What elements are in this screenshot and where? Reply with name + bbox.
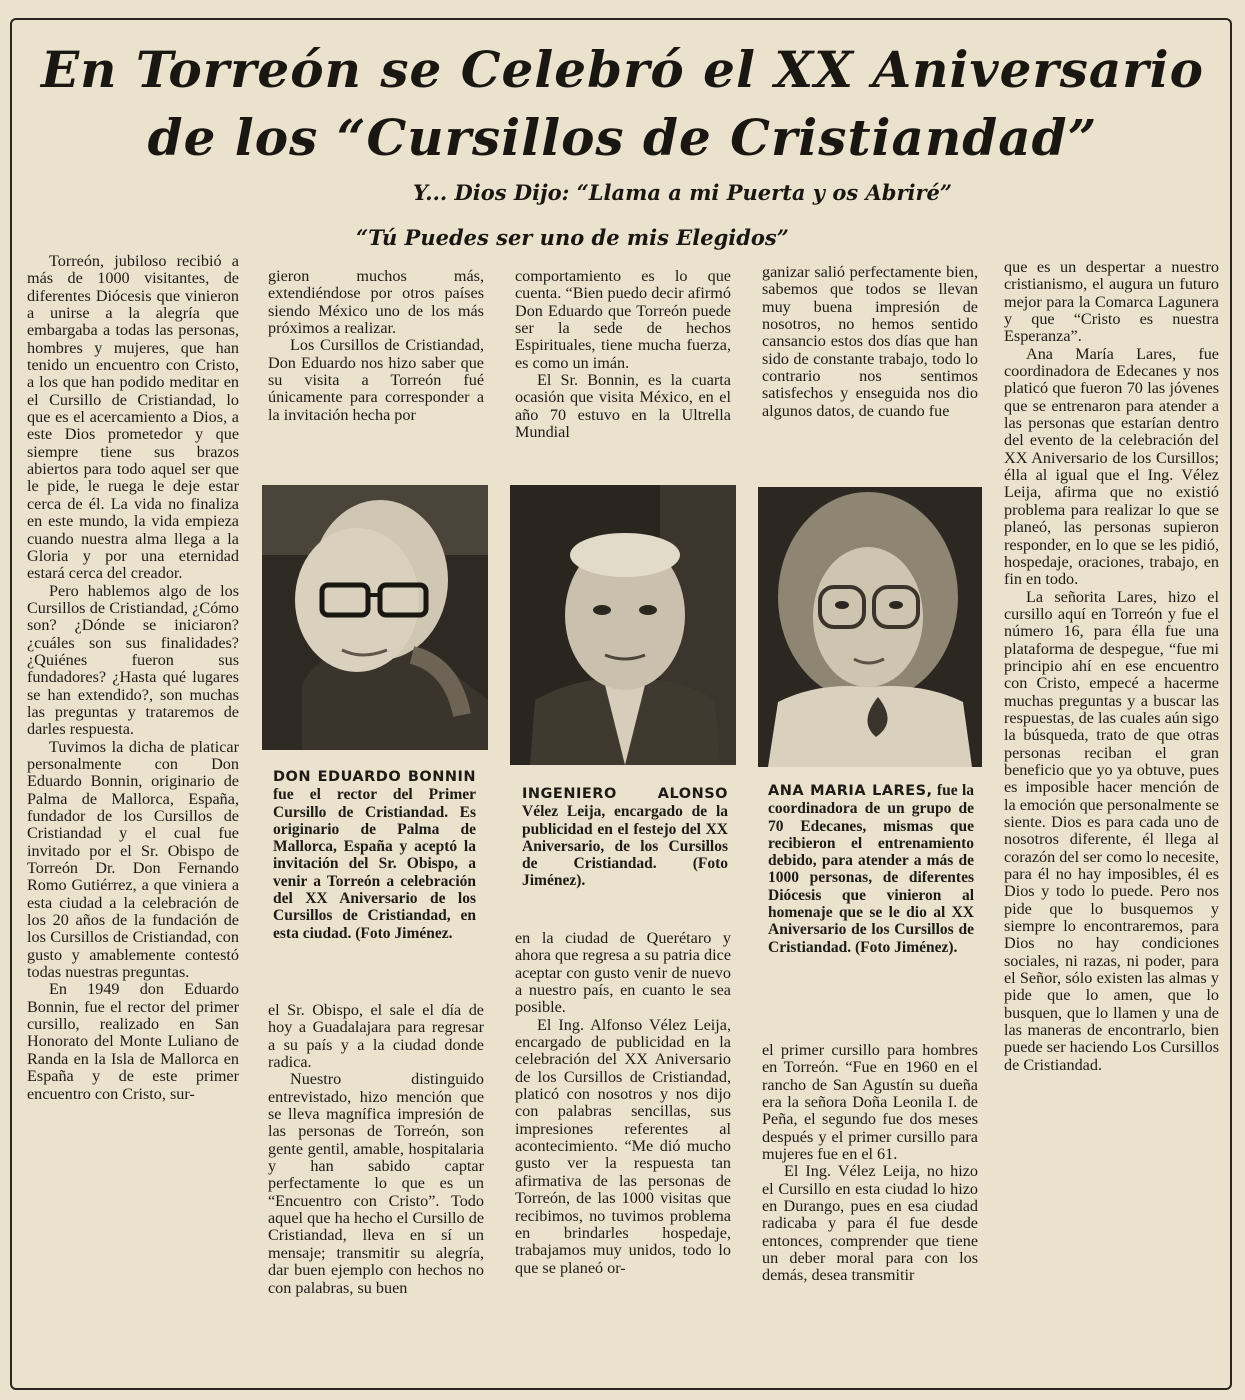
column-4-top [762,264,978,420]
headline-line-2: de los “Cursillos de Cristiandad” [147,108,1098,167]
column-3-bottom [515,930,731,1277]
paragraph: Tuvimos la dicha de platicar personalmente con Don Eduardo Bonnin, originario de Palma de Mallorca, España, fundador de los Cursillos de Cristiandad y el cual fue invitado por el Sr. Obispo de Torreón Dr. Don Fernando Romo Gutiérrez, a que viniera a esta ciudad a la celebración de los 20 años de la fundación de los Cursillos de Cristiandad, con gusto y amablemente contestó todas nuestras preguntas. [27,737,239,982]
headline-line-1: En Torreón se Celebró el XX Aniversario [41,40,1204,99]
caption-name: INGENIERO ALONSO [522,786,728,802]
caption-bonnin [273,768,476,942]
paragraph: Ana María Lares, fue coordinadora de Edecanes y nos platicó que fueron 70 las jóvenes que se entrenaron para atender a las personas que estarían dentro del evento de la celebración del XX Aniversario de los Cursillos; élla al igual que el Ing. Vélez Leija, afirma que no existió problema para realizar lo que se planeó, las personas supieron responder, en lo que se les pidió, hospedaje, oraciones, trabajo, en fin en todo. [1004,344,1219,589]
caption-name: ANA MARIA LARES, [768,783,933,799]
portrait-image [262,485,488,750]
caption-name: DON EDUARDO BONNIN [273,769,476,785]
paragraph: El Ing. Alfonso Vélez Leija, encargado de publicidad en la celebración del XX Aniversario de los Cursillos de Cristiandad, platicó con nosotros y nos dijo con palabras sencillas, sus impresiones referentes al acontecimiento. “Me dió mucho gusto ver la respuesta tan afirmativa de las personas de Torreón, de las 1000 visitas que recibimos, no tuvimos problema en brindarles hospedaje, trabajamos muy unidos, todo lo que se planeó or- [515,1015,731,1277]
subheadline-2: “Tú Puedes ser uno de mis Elegidos” [356,225,789,250]
paragraph: El Ing. Vélez Leija, no hizo el Cursillo en esta ciudad lo hizo en Durango, pues en esa ciudad radicaba y para él fue desde entonces, comprender que tiene un deber moral para con los demás, desea transmitir [762,1162,978,1285]
column-1 [27,253,239,1103]
paragraph: La señorita Lares, hizo el cursillo aquí en Torreón y fue el número 16, para élla fue una plataforma de despegue, “fue mi principio ahí en ese encuentro con Cristo, empecé a hacerme muchas preguntas y a buscar las respuestas, de las cuales aún sigo la búsqueda, trato de que otras personas reciban el gran beneficio que yo ya obtuve, pues es imposible hacer mención de la emoción que personalmente se siente. Dios es para cada uno de nosotros diferente, él llega al corazón del ser como lo necesite, para él no hay imposibles, él es Dios y todo lo puede. Pero nos pide que lo busquemos y siempre lo encontraremos, para Dios no hay condiciones sociales, ni razas, ni poder, para el Señor, sólo existen las almas y pide que lo amen, que lo busquen, que lo llamen y una de las maneras de encontrarlo, bien puede ser haciendo Los Cursillos de Cristiandad. [1004,587,1219,1074]
column-2-top [268,268,484,424]
paragraph: Nuestro distinguido entrevistado, hizo mención que se lleva magnífica impresión de las personas de Torreón, son gente gentil, amable, hospitalaria y han sabido captar perfectamente lo que es un “Encuentro con Cristo”. Todo aquel que ha hecho el Cursillo de Cristiandad, lleva en sí un mensaje; transmitir su alegría, dar buen ejemplo con hechos no con palabras, su buen [268,1070,484,1297]
caption-alonso [522,785,728,890]
paragraph: Los Cursillos de Cristiandad, Don Eduardo nos hizo saber que su visita a Torreón fué únicamente para corresponder a la invitación hecha por [268,336,484,424]
paragraph: Torreón, jubiloso recibió a más de 1000 visitantes, de diferentes Diócesis que vinieron a unirse a la alegría que embargaba a todas las personas, hombres y mujeres, que han tenido un encuentro con Cristo, a los que han podido meditar en el Cursillo de Cristiandad, lo que es el acercamiento a Dios, a este Dios prometedor y que siempre tiene sus brazos abiertos para todo aquel ser que le pide, le ruega le deje estar cerca de él. La vida no finaliza en este mundo, la vida empieza cuando nuestra alma llega a la Gloria y por una eternidad estará cerca del creador. [27,252,239,583]
photo-ana-maria-lares [758,487,982,767]
column-2-bottom [268,1002,484,1297]
caption-text: Vélez Leija, encargado de la publicidad en el festejo del XX Aniversario, de los Cursillos de Cristiandad. (Foto Jiménez). [522,803,728,890]
subheadline-1: Y... Dios Dijo: “Llama a mi Puerta y os Abriré” [413,180,952,205]
photo-eduardo-bonnin [262,485,488,750]
paragraph: En 1949 don Eduardo Bonnin, fue el rector del primer cursillo, realizado en San Honorato del Monte Luliano de Randa en la Isla de Mallorca en España y de este primer encuentro con Cristo, sur- [27,980,239,1103]
photo-alonso-velez-leija [510,485,736,765]
portrait-image [510,485,736,765]
paragraph: el primer cursillo para hombres en Torreón. “Fue en 1960 en el rancho de San Agustín su dueña era la señora Doña Leonila I. de Peña, el segundo fue dos meses después y el primer cursillo para mujeres fue en el 61. [762,1041,978,1164]
paragraph: el Sr. Obispo, el sale el día de hoy a Guadalajara para regresar a su país y a la ciudad donde radica. [268,1001,484,1072]
caption-lares [768,782,974,956]
caption-text: fue la coordinadora de un grupo de 70 Edecanes, mismas que recibieron el entrenamiento debido, para atender a más de 1000 personas, de diferentes Diócesis que vinieron al homenaje que se le dio al XX Aniversario de los Cursillos de Cristiandad. (Foto Jiménez). [768,782,974,956]
portrait-image [758,487,982,767]
paragraph: gieron muchos más, extendiéndose por otros países siendo México uno de los más próximos a realizar. [268,267,484,338]
paragraph: Pero hablemos algo de los Cursillos de Cristiandad, ¿Cómo son? ¿Dónde se iniciaron? ¿cuáles son sus finalidades? ¿Quiénes fueron sus fundadores? ¿Hasta qué lugares se han extendido?, son muchas las preguntas y trataremos de darles respuesta. [27,581,239,739]
paragraph: que es un despertar a nuestro cristianismo, el augura un futuro mejor para la Comarca Lagunera y que “Cristo es nuestra Esperanza”. [1004,258,1219,346]
column-5 [1004,259,1219,1074]
caption-text: fue el rector del Primer Cursillo de Cristiandad. Es originario de Palma de Mallorca, España y aceptó la invitación del Sr. Obispo, a venir a Torreón a celebración del XX Aniversario de los Cursillos de Cristiandad, en esta ciudad. (Foto Jiménez. [273,786,476,942]
paragraph: ganizar salió perfectamente bien, sabemos que todos se llevan muy buena impresión de nosotros, no hemos sentido cansancio estos dos días que han sido de constante trabajo, todo lo contrario nos sentimos satisfechos y enseguida nos dio algunos datos, de cuando fue [762,263,978,420]
column-4-bottom [762,1042,978,1285]
paragraph: El Sr. Bonnin, es la cuarta ocasión que visita México, en el año 70 estuvo en la Ultrella Mundial [515,371,731,442]
paragraph: comportamiento es lo que cuenta. “Bien puedo decir afirmó Don Eduardo que Torreón puede ser la sede de hechos Espirituales, tiene mucha fuerza, es como un imán. [515,267,731,372]
paragraph: en la ciudad de Querétaro y ahora que regresa a su patria dice aceptar con gusto venir de nuevo a nuestro país, en cuanto le sea posible. [515,929,731,1017]
column-3-top [515,268,731,441]
